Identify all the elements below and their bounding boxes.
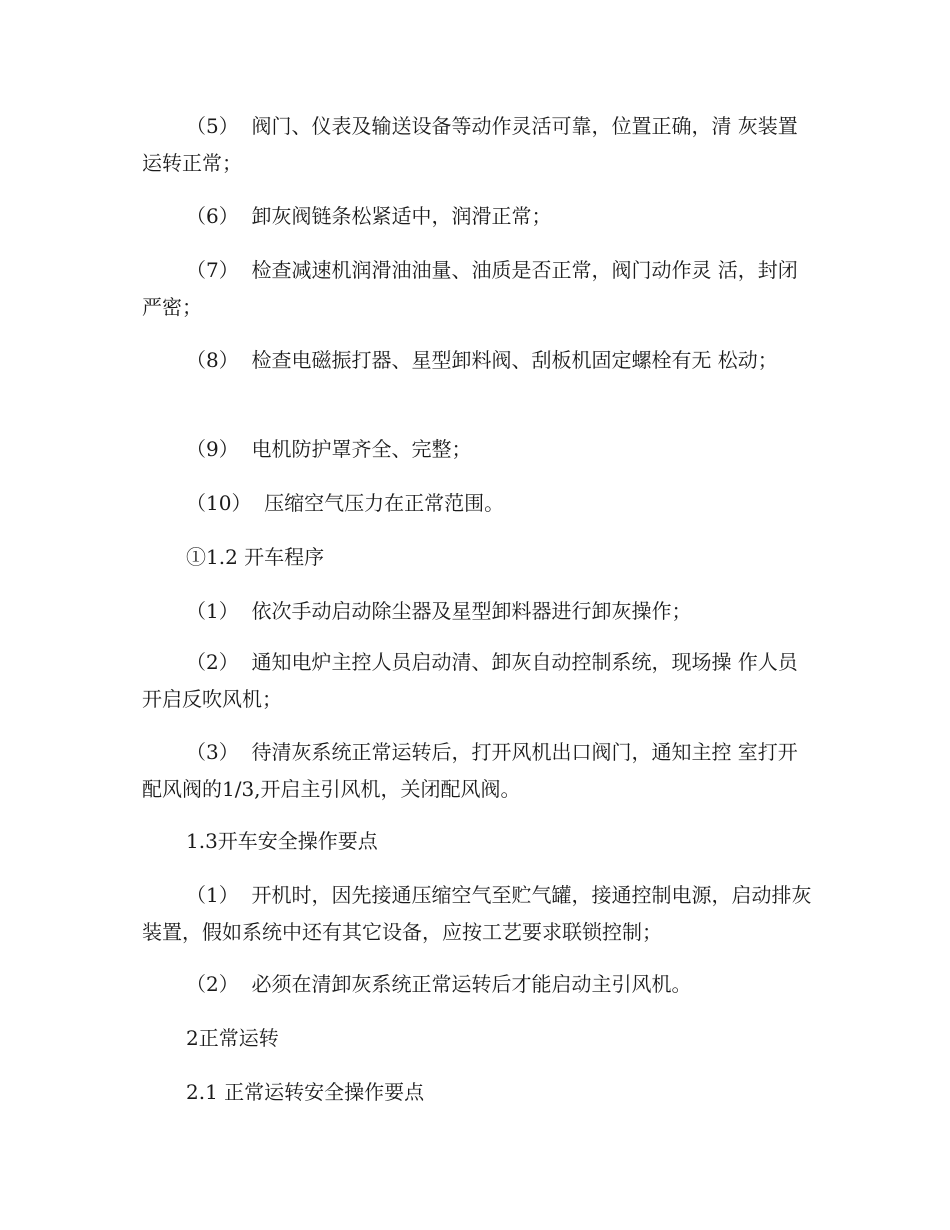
paragraph-safety-1: （1） 开机时，因先接通压缩空气至贮气罐，接通控制电源，启动排灰装置，假如系统中还有其它设备，应按工艺要求联锁控制； bbox=[142, 883, 812, 944]
paragraph-item-9: （9） 电机防护罩齐全、完整； bbox=[186, 437, 472, 461]
section-heading-2: 2正常运转 bbox=[186, 1026, 279, 1050]
paragraph-step-2: （2） 通知电炉主控人员启动清、卸灰自动控制系统，现场操 作人员开启反吹风机； bbox=[142, 650, 798, 711]
section-heading-2-1: 2.1 正常运转安全操作要点 bbox=[186, 1080, 425, 1104]
paragraph-safety-2: （2） 必须在清卸灰系统正常运转后才能启动主引风机。 bbox=[186, 972, 692, 996]
section-heading-1-3: 1.3开车安全操作要点 bbox=[186, 829, 378, 853]
paragraph-item-8: （8） 检查电磁振打器、星型卸料阀、刮板机固定螺栓有无 松动； bbox=[186, 348, 778, 372]
paragraph-item-6: （6） 卸灰阀链条松紧适中，润滑正常； bbox=[186, 204, 552, 228]
paragraph-step-3: （3） 待清灰系统正常运转后，打开风机出口阀门，通知主控 室打开配风阀的1/3,开启主引风机，关闭配风阀。 bbox=[142, 740, 798, 801]
section-heading-1-2: ①1.2 开车程序 bbox=[186, 545, 325, 569]
paragraph-item-10: （10） 压缩空气压力在正常范围。 bbox=[186, 491, 505, 515]
paragraph-step-1: （1） 依次手动启动除尘器及星型卸料器进行卸灰操作； bbox=[186, 599, 692, 623]
paragraph-item-5: （5） 阀门、仪表及输送设备等动作灵活可靠，位置正确，清 灰装置运转正常； bbox=[142, 114, 798, 175]
paragraph-item-7: （7） 检查减速机润滑油油量、油质是否正常，阀门动作灵 活，封闭严密； bbox=[142, 258, 798, 319]
